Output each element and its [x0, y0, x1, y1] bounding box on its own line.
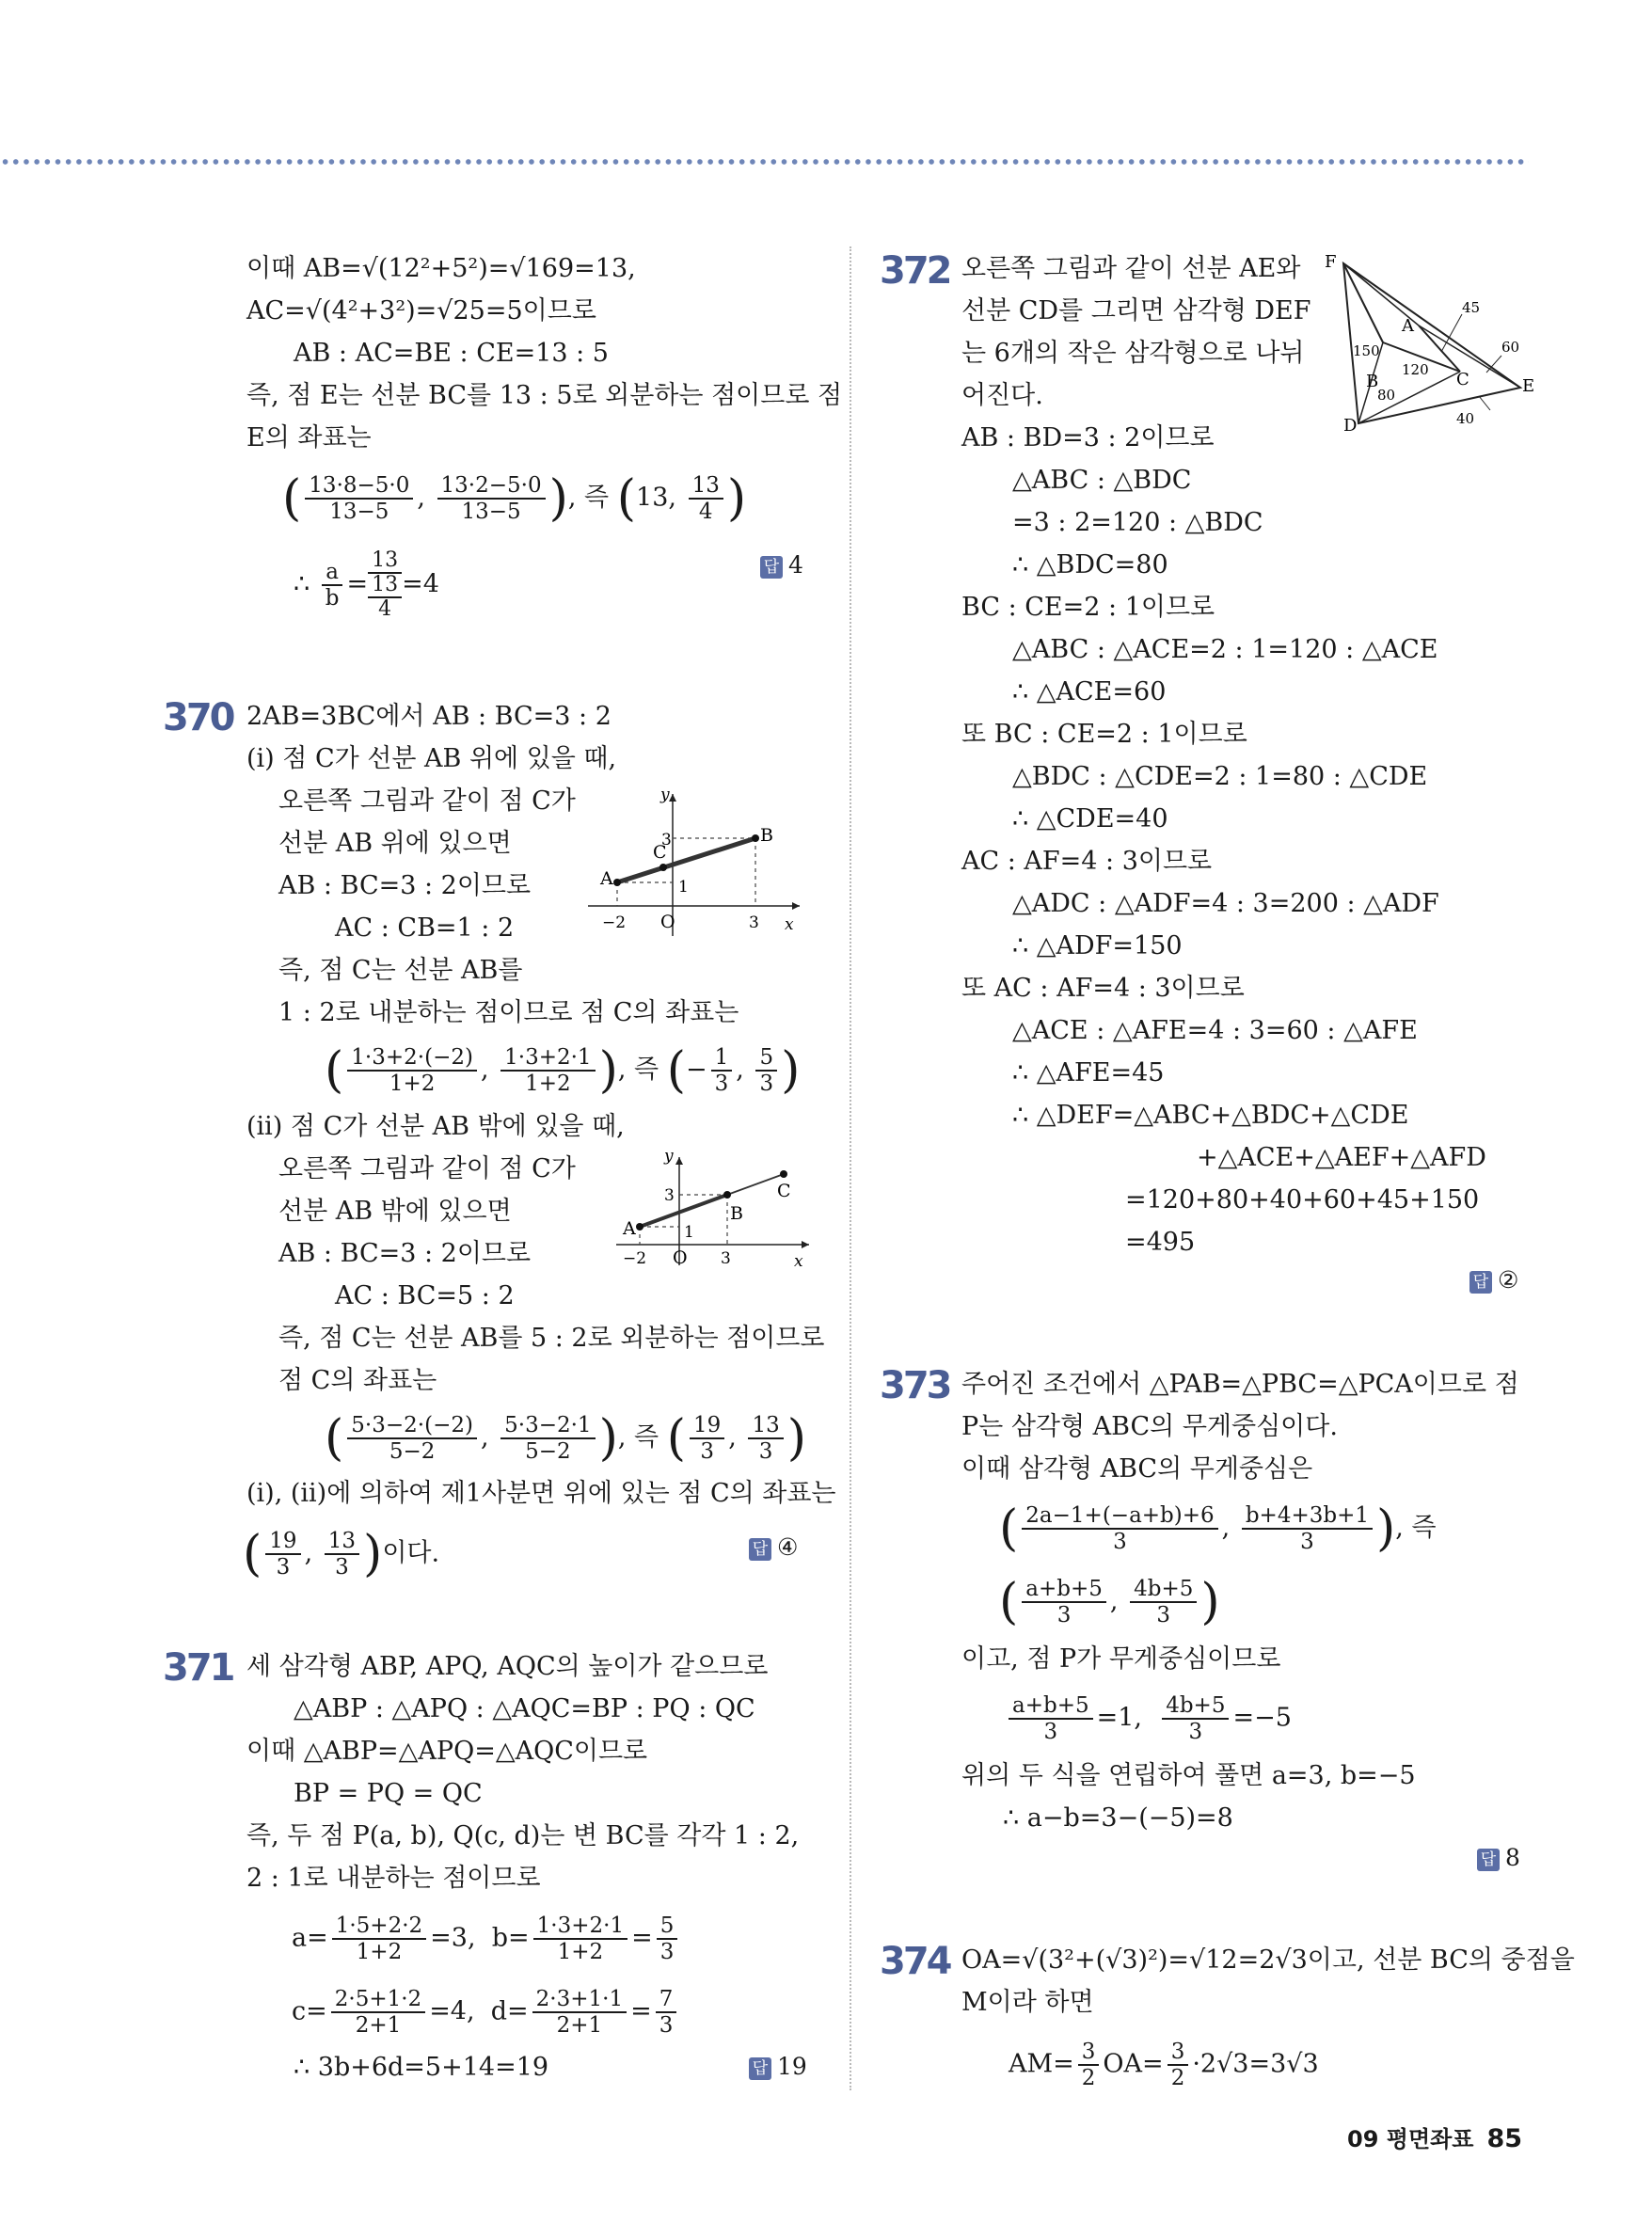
text-line: △ADC : △ADF=4 : 3=200 : △ADF [1012, 889, 1439, 918]
vertex-label: A [1402, 316, 1414, 336]
tick-label: 3 [749, 913, 759, 932]
tick-label: 1 [678, 878, 689, 897]
area-label: 80 [1377, 387, 1396, 404]
area-label: 120 [1402, 361, 1429, 378]
text-line: 즉, 점 C는 선분 AB를 [278, 956, 523, 985]
text-line: ∴ △BDC=80 [1012, 550, 1168, 580]
formula-line: a= $\frac{1\cdot 5+2\cdot 2}{1+2}$ =3, b= $\frac{1\cdot 3+2\cdot 1}{1+2}$ = $\frac{5}{3}$ [292, 1913, 681, 1964]
point-label: A [600, 868, 613, 889]
area-label: 45 [1462, 299, 1481, 316]
text-line: OA=√(3²+(√3)²)=√12=2√3이고, 선분 BC의 중점을 [961, 1945, 1575, 1975]
formula-line: ( $\frac{19}{3}$ , $\frac{13}{3}$ )이다. [243, 1526, 440, 1582]
text-line: 1 : 2로 내분하는 점이므로 점 C의 좌표는 [278, 998, 739, 1027]
text-line: 선분 AB 밖에 있으면 [278, 1197, 512, 1226]
text-line: AB : BD=3 : 2이므로 [961, 423, 1215, 453]
area-label: 150 [1353, 342, 1380, 359]
text-line: 위의 두 식을 연립하여 풀면 a=3, b=−5 [961, 1761, 1416, 1790]
answer-badge-icon: 답 [760, 556, 783, 579]
text-line: =3 : 2=120 : △BDC [1012, 508, 1263, 537]
formula-line: $\frac{a+b+5}{3}$ =1, $\frac{4b+5}{3}$ =−5 [1005, 1693, 1292, 1744]
answer-marker: 답 ② [1469, 1266, 1518, 1294]
answer-marker: 답 4 [760, 551, 803, 579]
tick-label: 3 [721, 1249, 731, 1268]
triangle-figure [1321, 250, 1537, 438]
answer-marker: 답 ④ [749, 1533, 798, 1561]
tick-label: −2 [602, 913, 627, 932]
formula-line: AM= $\frac{3}{2}$ OA= $\frac{3}{2}$ ·2√3=3√3 [1009, 2040, 1319, 2090]
axis-label: x [785, 915, 794, 934]
text-line: 이때 삼각형 ABC의 무게중심은 [961, 1454, 1313, 1484]
vertex-label: C [1456, 370, 1469, 389]
page-number: 85 [1486, 2124, 1523, 2153]
problem-number: 374 [880, 1940, 950, 1983]
text-line: AC : BC=5 : 2 [335, 1281, 515, 1310]
problem-number: 372 [880, 249, 950, 293]
text-line: 주어진 조건에서 △PAB=△PBC=△PCA이므로 점 [961, 1370, 1519, 1399]
point-label: C [653, 842, 667, 863]
area-label: 40 [1456, 410, 1475, 427]
text-line: =120+80+40+60+45+150 [1125, 1185, 1480, 1215]
text-line: 는 6개의 작은 삼각형으로 나뉘 [961, 339, 1305, 368]
text-line: (ⅱ) 점 C가 선분 AB 밖에 있을 때, [246, 1112, 625, 1141]
coordinate-figure-2 [612, 1148, 818, 1270]
tick-label: 3 [661, 831, 672, 850]
text-line: 선분 CD를 그리면 삼각형 DEF [961, 296, 1311, 326]
text-line: +△ACE+△AEF+△AFD [1197, 1143, 1486, 1172]
text-line: AB : BC=3 : 2이므로 [278, 871, 532, 900]
formula-line: ∴ $\frac{a}{b}$ = 13 13 4 =4 [294, 548, 439, 621]
text-line: P는 삼각형 ABC의 무게중심이다. [961, 1412, 1338, 1441]
formula-line: ( $\frac{2a-1+(-a+b)+6}{3}$ , $\frac{b+4+3b+1}{3}$ ), 즉 [999, 1501, 1437, 1557]
vertex-label: E [1522, 376, 1535, 396]
text-line: ∴ 3b+6d=5+14=19 [294, 2053, 549, 2082]
formula-line: ( $\frac{1\cdot 3+2\cdot(-2)}{1+2}$ , $\frac{1\cdot 3+2\cdot 1}{1+2}$ ), 즉 (− $\frac{1}{3}$ , $\frac{5}{3}$ ) [325, 1042, 801, 1099]
answer-badge-icon: 답 [749, 1538, 771, 1561]
text-line: 선분 AB 위에 있으면 [278, 829, 512, 858]
chapter-title: 09 평면좌표 [1347, 2126, 1474, 2152]
text-line: 세 삼각형 ABP, APQ, AQC의 높이가 같으므로 [246, 1652, 769, 1681]
text-line: 2AB=3BC에서 AB : BC=3 : 2 [246, 702, 612, 731]
text-line: ∴ △ACE=60 [1012, 677, 1167, 707]
point-label: B [730, 1203, 743, 1224]
tick-label: 3 [664, 1186, 675, 1205]
problem-number: 371 [163, 1646, 233, 1690]
text-line: AC : CB=1 : 2 [335, 913, 515, 943]
header-dotted-rule [0, 158, 1529, 166]
origin-label: O [673, 1247, 688, 1268]
answer-badge-icon: 답 [1477, 1849, 1500, 1871]
area-label: 60 [1501, 339, 1520, 356]
problem-number: 370 [163, 696, 233, 739]
point-label: A [623, 1218, 636, 1239]
text-line: 또 BC : CE=2 : 1이므로 [961, 720, 1247, 749]
text-line: △ABC : △ACE=2 : 1=120 : △ACE [1012, 635, 1438, 664]
text-line: ∴ a−b=3−(−5)=8 [1003, 1803, 1233, 1833]
text-line: ∴ △ADF=150 [1012, 931, 1183, 961]
text-line: =495 [1125, 1228, 1196, 1257]
text-line: ∴ △DEF=△ABC+△BDC+△CDE [1012, 1101, 1409, 1130]
formula-line: ( $\frac{a+b+5}{3}$ , $\frac{4b+5}{3}$ ) [999, 1574, 1220, 1630]
axis-label: y [664, 1148, 674, 1166]
origin-label: O [660, 912, 675, 932]
text-line: E의 좌표는 [246, 423, 372, 453]
text-line: 어진다. [961, 381, 1043, 410]
tick-label: 1 [684, 1223, 694, 1242]
text-line: 2 : 1로 내분하는 점이므로 [246, 1864, 541, 1893]
column-separator [850, 246, 851, 2090]
text-line: (ⅰ) 점 C가 선분 AB 위에 있을 때, [246, 744, 617, 773]
text-line: △ABP : △APQ : △AQC=BP : PQ : QC [294, 1694, 755, 1723]
point-label: B [760, 825, 773, 846]
text-line: AB : BC=3 : 2이므로 [278, 1239, 532, 1268]
text-line: 이고, 점 P가 무게중심이므로 [961, 1644, 1281, 1674]
vertex-label: D [1343, 416, 1358, 436]
text-line: 이때 △ABP=△APQ=△AQC이므로 [246, 1737, 648, 1766]
page-footer [1347, 2120, 1522, 2153]
text-line: ∴ △AFE=45 [1012, 1058, 1165, 1088]
text-line: 오른쪽 그림과 같이 점 C가 [278, 786, 576, 816]
tick-label: −2 [623, 1249, 647, 1268]
text-line: ∴ △CDE=40 [1012, 804, 1168, 834]
answer-marker: 답 8 [1477, 1844, 1520, 1871]
text-line: AC : AF=4 : 3이므로 [961, 847, 1213, 876]
problem-number: 373 [880, 1364, 950, 1407]
point-label: C [777, 1181, 791, 1201]
text-line: 오른쪽 그림과 같이 선분 AE와 [961, 254, 1301, 283]
text-line: 즉, 점 C는 선분 AB를 5 : 2로 외분하는 점이므로 [278, 1324, 825, 1353]
text-line: △ACE : △AFE=4 : 3=60 : △AFE [1012, 1016, 1418, 1045]
text-line: 또 AC : AF=4 : 3이므로 [961, 974, 1245, 1003]
formula-line: c= $\frac{2\cdot 5+1\cdot 2}{2+1}$ =4, d= $\frac{2\cdot 3+1\cdot 1}{2+1}$ = $\frac{7}{3}$ [292, 1987, 680, 2038]
formula-line: ( $\frac{5\cdot 3-2\cdot(-2)}{5-2}$ , $\frac{5\cdot 3-2\cdot 1}{5-2}$ ), 즉 ( $\frac{19}{3}$ , $\frac{13}{3}$ ) [325, 1410, 807, 1467]
text-line: AB : AC=BE : CE=13 : 5 [294, 339, 609, 368]
answer-badge-icon: 답 [749, 2057, 771, 2080]
axis-label: x [794, 1252, 803, 1270]
vertex-label: F [1325, 252, 1337, 272]
axis-label: y [660, 786, 670, 804]
text-line: 점 C의 좌표는 [278, 1366, 437, 1395]
coordinate-figure-1 [583, 781, 809, 941]
text-line: 즉, 점 E는 선분 BC를 13 : 5로 외분하는 점이므로 점 [246, 381, 843, 410]
text-line: (ⅰ), (ⅱ)에 의하여 제1사분면 위에 있는 점 C의 좌표는 [246, 1479, 836, 1508]
text-line: M이라 하면 [961, 1988, 1094, 2017]
text-line: 오른쪽 그림과 같이 점 C가 [278, 1154, 576, 1183]
answer-badge-icon: 답 [1469, 1271, 1492, 1294]
text-line: △BDC : △CDE=2 : 1=80 : △CDE [1012, 762, 1428, 791]
text-line: AC=√(4²+3²)=√25=5이므로 [246, 296, 596, 326]
text-line: 즉, 두 점 P(a, b), Q(c, d)는 변 BC를 각각 1 : 2, [246, 1821, 800, 1850]
formula-line: ( $\frac{13\cdot 8-5\cdot 0}{13-5}$ , $\frac{13\cdot 2-5\cdot 0}{13-5}$ ), 즉 (13, $\frac{13}{4}$ ) [282, 470, 747, 527]
text-line: 이때 AB=√(12²+5²)=√169=13, [246, 254, 636, 283]
text-line: BP = PQ = QC [294, 1779, 483, 1808]
text-line: BC : CE=2 : 1이므로 [961, 593, 1215, 622]
answer-marker: 답 19 [749, 2053, 807, 2080]
text-line: △ABC : △BDC [1012, 466, 1192, 495]
vertex-label: B [1366, 372, 1379, 391]
